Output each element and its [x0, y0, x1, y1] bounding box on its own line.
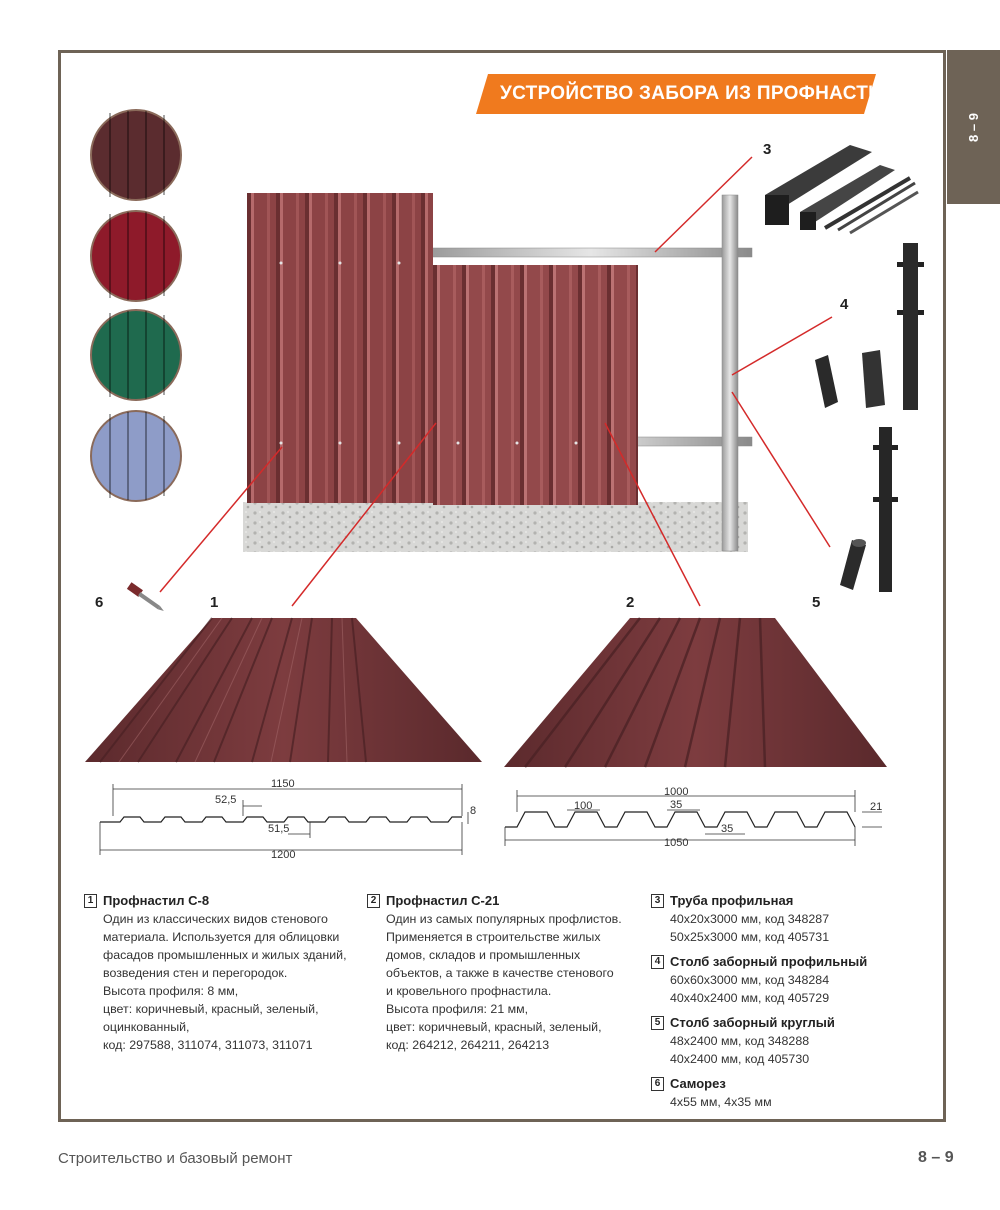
product-description-6: 6 Саморез 4х55 мм, 4х35 мм — [651, 1075, 901, 1111]
dim-c8-1200: 1200 — [271, 849, 296, 861]
dim-c8-8: 8 — [470, 805, 477, 817]
callout-1: 1 — [210, 594, 219, 611]
sheet-c8 — [85, 618, 482, 762]
item-number: 1 — [84, 894, 97, 908]
profile-drawing-c21 — [505, 812, 855, 827]
dim-c21-21: 21 — [870, 801, 883, 813]
screw-product — [127, 582, 167, 613]
footer-book-title: Строительство и базовый ремонт — [58, 1150, 293, 1167]
page-title: УСТРОЙСТВО ЗАБОРА ИЗ ПРОФНАСТИЛА — [500, 83, 910, 104]
color-swatches — [91, 110, 181, 501]
product-description-4: 4 Столб заборный профильный 60х60х3000 мм, код 348284 40х40х2400 мм, код 405729 — [651, 953, 901, 1007]
callout-4: 4 — [840, 296, 849, 313]
product-descriptions-3-6 — [651, 892, 901, 1118]
top-rail — [430, 248, 752, 257]
product-description-5: 5 Столб заборный круглый 48х2400 мм, код 348288 40х2400 мм, код 405730 — [651, 1014, 901, 1068]
dim-c8-51-5: 51,5 — [268, 823, 290, 835]
item-number: 2 — [367, 894, 380, 908]
dim-c21-1050: 1050 — [664, 837, 689, 849]
product-name: Профнастил С-8 — [103, 893, 210, 908]
dim-c8-52-5: 52,5 — [215, 794, 237, 806]
sheet-c21 — [504, 618, 887, 767]
dim-c21-100: 100 — [574, 800, 593, 812]
dimension-lines-c8 — [100, 784, 468, 855]
swatch-green — [91, 310, 181, 400]
callout-3: 3 — [763, 141, 772, 158]
swatch-red — [91, 211, 181, 301]
product-description-3: 3 Труба профильная 40х20х3000 мм, код 348287 50х25х3000 мм, код 405731 — [651, 892, 901, 946]
swatch-brown — [91, 110, 181, 200]
round-posts-product — [840, 427, 898, 592]
product-description-2: 2 Профнастил С-21 Один из самых популярных профлистов. Применяется в строительстве жилых домов, складов и промышленных объектов, а также в качестве стенового и кровельного профнастила. Высота профиля: 21 мм, цвет: коричневый, красный, зеленый, код: 264212, 264211, 264213 — [367, 892, 647, 1054]
concrete-base — [243, 502, 748, 552]
dim-c21-35-top: 35 — [670, 799, 683, 811]
dim-c8-1150: 1150 — [271, 778, 295, 790]
callout-2: 2 — [626, 594, 635, 611]
chapter-tab: 8 – 9 — [947, 50, 1000, 204]
fence-sheet-front — [433, 265, 638, 505]
product-description-1: 1 Профнастил С-8 Один из классических видов стенового материала. Используется для облицовки фасадов промышленных и жилых зданий, возведения стен и перегородок. Высота профиля: 8 мм, цвет: коричневый, красный, зеленый, оцинкованный, код: 297588, 311074, 311073, 311071 — [84, 892, 364, 1054]
product-name: Профнастил С-21 — [386, 893, 500, 908]
footer-page-number: 8 – 9 — [918, 1149, 954, 1166]
profile-pipes-product — [765, 145, 918, 233]
dimension-lines-c21 — [505, 790, 882, 846]
callout-6: 6 — [95, 594, 104, 611]
callout-5: 5 — [812, 594, 821, 611]
dim-c21-35-bottom: 35 — [721, 823, 734, 835]
swatch-galvanized — [91, 411, 181, 501]
dim-c21-1000: 1000 — [664, 786, 689, 798]
profile-drawing-c8 — [100, 817, 462, 822]
square-posts-product — [815, 243, 924, 410]
